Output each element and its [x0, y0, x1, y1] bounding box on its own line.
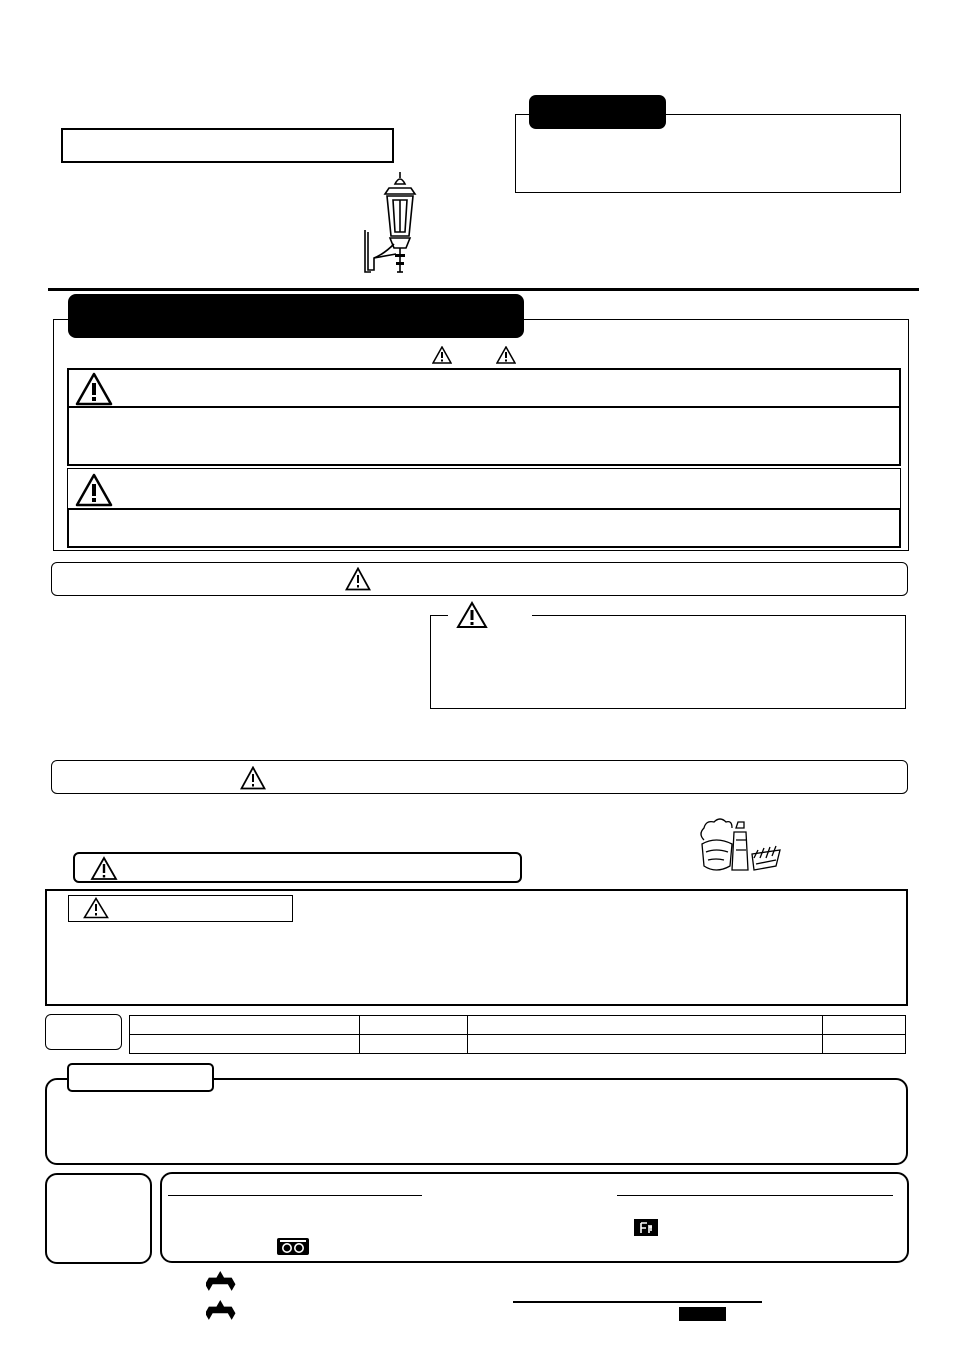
- table-cell: [823, 1035, 906, 1054]
- caution-body: [67, 508, 901, 548]
- table-cell: [130, 1035, 360, 1054]
- warning-header: [67, 368, 901, 408]
- wall-lantern-icon: [360, 170, 422, 278]
- warning-triangle-icon: [432, 346, 452, 364]
- usage-caution-tab: [73, 852, 522, 883]
- fax-icon: [634, 1219, 658, 1236]
- contact-underline: [617, 1195, 893, 1196]
- warning-triangle-icon: [90, 856, 118, 881]
- contact-info-box: [160, 1172, 909, 1263]
- safety-section-banner: [68, 294, 524, 338]
- installation-note-box: [430, 615, 906, 709]
- model-name-box: [61, 128, 394, 163]
- table-cell: [360, 1016, 468, 1035]
- warning-body: [67, 406, 901, 466]
- warning-triangle-icon: [496, 346, 516, 364]
- spec-label-box: [45, 1014, 122, 1050]
- freedial-glyph: [277, 1238, 309, 1255]
- footer-black-tag: [679, 1307, 726, 1321]
- spec-table: [129, 1015, 906, 1054]
- warning-triangle-icon: [83, 897, 109, 919]
- cleaning-supplies-icon: [696, 814, 786, 878]
- warning-triangle-icon: [75, 473, 113, 507]
- table-cell: [468, 1035, 823, 1054]
- section-rule: [48, 288, 919, 291]
- caution-header: [67, 468, 901, 510]
- table-cell: [468, 1016, 823, 1035]
- table-row: [130, 1016, 906, 1035]
- notice-box-tab: [529, 95, 666, 129]
- fax-glyph: [634, 1219, 658, 1236]
- installation-caution-bar: [51, 562, 908, 596]
- mitsubishi-logo-icon: [206, 1268, 236, 1294]
- warning-triangle-icon: [456, 601, 488, 629]
- table-cell: [823, 1016, 906, 1035]
- usage-caution-bar: [51, 760, 908, 794]
- footer-underline: [513, 1301, 762, 1303]
- maintenance-tab: [67, 1063, 214, 1092]
- contact-label-box: [45, 1173, 152, 1264]
- warning-triangle-icon: [75, 372, 113, 406]
- warning-triangle-icon: [345, 567, 371, 591]
- table-cell: [130, 1016, 360, 1035]
- mitsubishi-logo-icon: [206, 1297, 236, 1323]
- table-cell: [360, 1035, 468, 1054]
- table-row: [130, 1035, 906, 1054]
- freedial-icon: [277, 1238, 309, 1255]
- contact-underline: [168, 1195, 422, 1196]
- warning-triangle-icon: [240, 766, 266, 790]
